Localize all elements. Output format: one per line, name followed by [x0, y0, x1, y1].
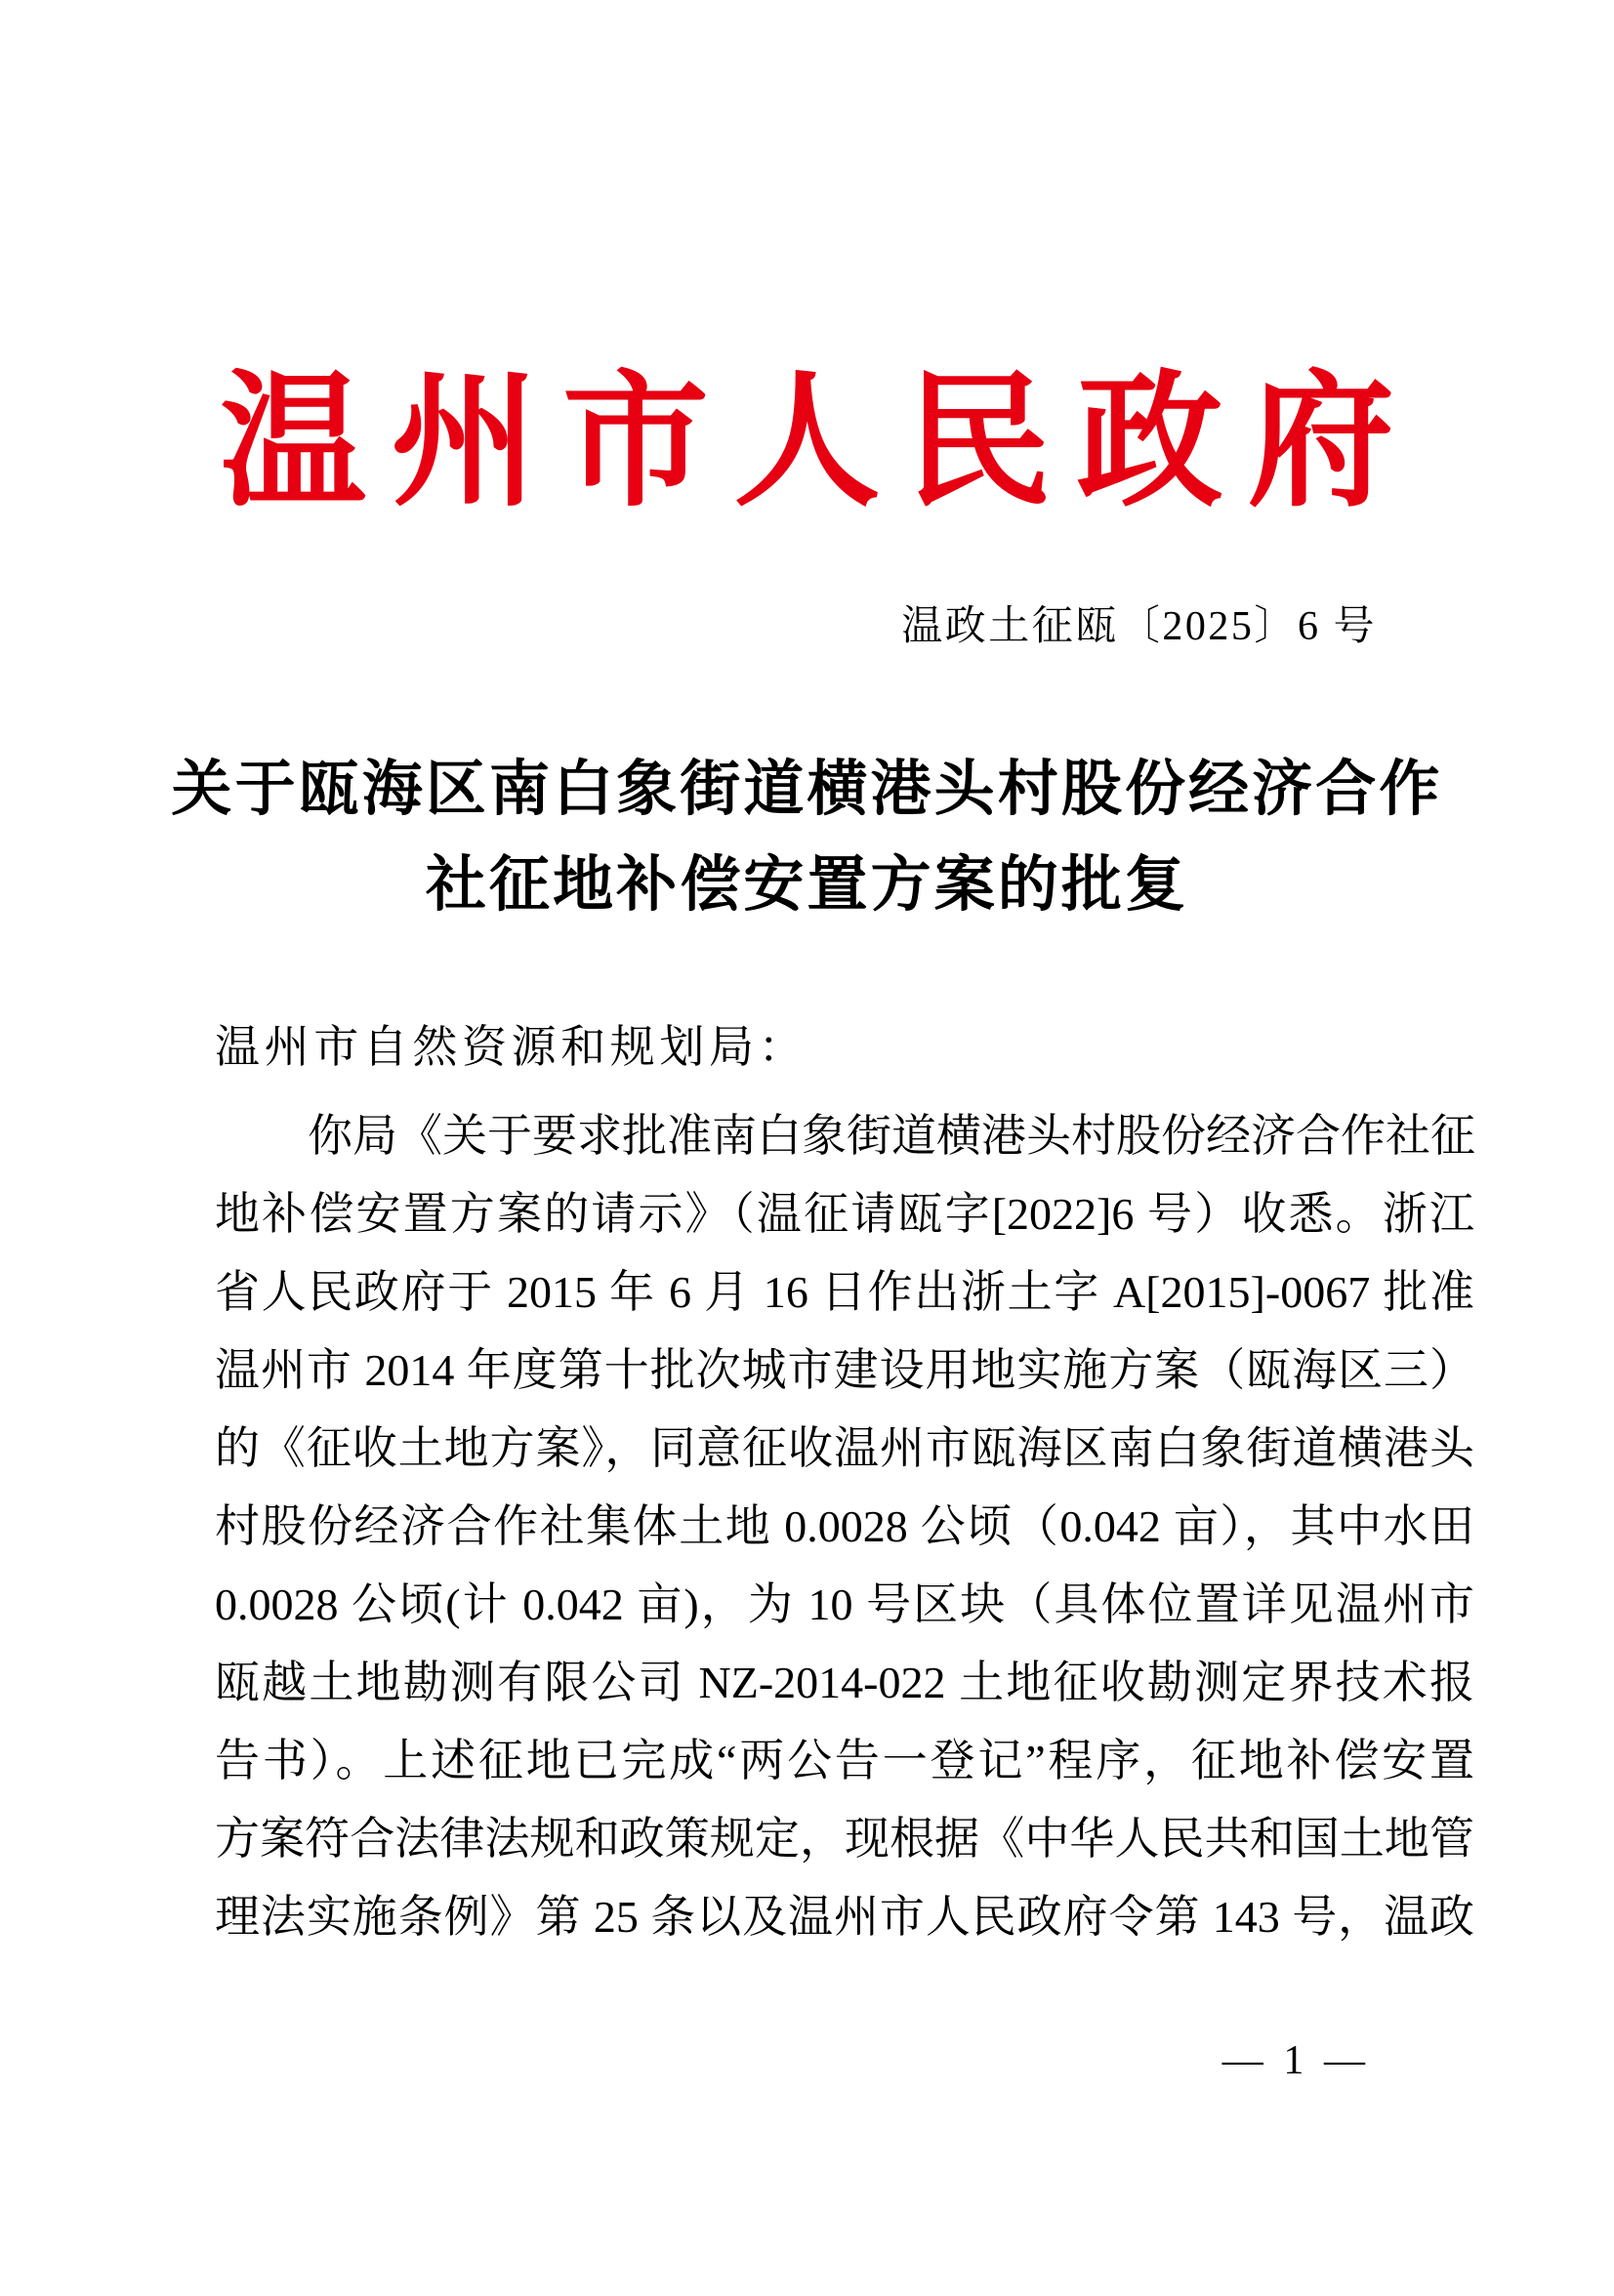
- document-title-line-2: 社征地补偿安置方案的批复: [425, 852, 1189, 919]
- body-line: 省人民政府于 2015 年 6 月 16 日作出浙土字 A[2015]-0067 批准: [215, 1267, 1474, 1317]
- document-title-line-1: 关于瓯海区南白象街道横港头村股份经济合作: [171, 757, 1443, 823]
- body-line: 告书）。上述征地已完成“两公告一登记”程序，征地补偿安置: [215, 1736, 1474, 1785]
- body-line: 村股份经济合作社集体土地 0.0028 公顷（0.042 亩），其中水田: [215, 1501, 1474, 1551]
- page-number: — 1 —: [1221, 2038, 1370, 2083]
- body-line: 瓯越土地勘测有限公司 NZ-2014-022 土地征收勘测定界技术报: [215, 1658, 1474, 1707]
- body-line: 你局《关于要求批准南白象街道横港头村股份经济合作社征: [308, 1111, 1475, 1161]
- body-line: 地补偿安置方案的请示》（温征请瓯字[2022]6 号）收悉。浙江: [215, 1189, 1474, 1239]
- doc-number: 温政土征瓯〔2025〕6 号: [901, 604, 1377, 649]
- org-header-title: 温州市人民政府: [219, 362, 1420, 524]
- body-line: 方案符合法律法规和政策规定，现根据《中华人民共和国土地管: [215, 1814, 1474, 1864]
- body-line: 温州市 2014 年度第十批次城市建设用地实施方案（瓯海区三）: [215, 1345, 1474, 1395]
- body-line: 理法实施条例》第 25 条以及温州市人民政府令第 143 号，温政: [215, 1892, 1474, 1942]
- document-title: [0, 742, 1614, 933]
- body-line: 0.0028 公顷(计 0.042 亩)，为 10 号区块（具体位置详见温州市: [215, 1579, 1474, 1629]
- body-line: 的《征收土地方案》，同意征收温州市瓯海区南白象街道横港头: [215, 1423, 1474, 1473]
- body-paragraph: [215, 1097, 1474, 1956]
- addressee: 温州市自然资源和规划局：: [215, 1022, 808, 1072]
